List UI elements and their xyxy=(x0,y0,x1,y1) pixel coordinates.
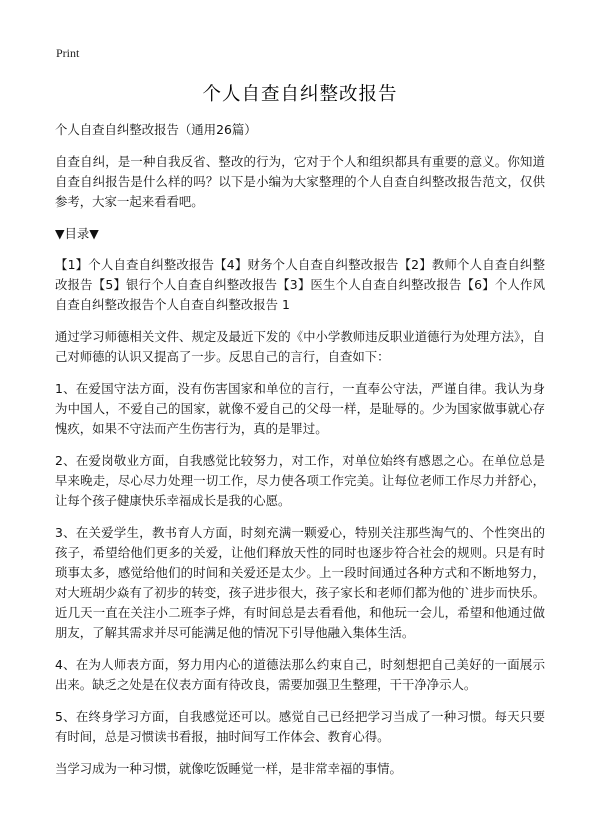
document-body xyxy=(55,120,545,791)
body-paragraph-3: 3、在关爱学生，教书育人方面，时刻充满一颗爱心，特别关注那些淘气的、个性突出的孩子，希望给他们更多的关爱，让他们释放天性的同时也逐步符合社会的规则。只是有时琐事太多，感觉给他们的时间和关爱还是太少。上一段时间通过各种方式和不断地努力，对大班胡少焱有了初步的转变，孩子进步很大，孩子家长和老师们都为他的`进步而快乐。近几天一直在关注小二班李子烨，有时间总是去看看他，和他玩一会儿，希望和他通过做朋友，了解其需求并尽可能满足他的情况下引导他融入集体生活。 xyxy=(55,525,545,640)
intro-paragraph: 自查自纠，是一种自我反省、整改的行为，它对于个人和组织都具有重要的意义。你知道自查自纠报告是什么样的吗？以下是小编为大家整理的个人自查自纠整改报告范文，仅供参考，大家一起来看看吧。 xyxy=(55,154,545,209)
print-label[interactable]: Print xyxy=(56,46,80,60)
body-paragraph-4: 4、在为人师表方面，努力用内心的道德法那么约束自己，时刻想把自己美好的一面展示出来。缺乏之处是在仪表方面有待改良，需要加强卫生整理，干干净净示人。 xyxy=(55,657,545,692)
body-paragraph-5: 5、在终身学习方面，自我感觉还可以。感觉自己已经把学习当成了一种习惯。每天只要有时间，总是习惯读书看报，抽时间写工作体会、教育心得。 xyxy=(55,709,545,744)
body-paragraph-closing: 当学习成为一种习惯，就像吃饭睡觉一样，是非常幸福的事情。 xyxy=(55,761,402,776)
body-paragraph-intro: 通过学习师德相关文件、规定及最近下发的《中小学教师违反职业道德行为处理方法》，自己对师德的认识又提高了一步。反思自己的言行，自查如下： xyxy=(55,329,545,364)
page-title: 个人自查自纠整改报告 xyxy=(202,84,398,105)
body-paragraph-2: 2、在爱岗敬业方面，自我感觉比较努力，对工作，对单位始终有感恩之心。在单位总是早来晚走，尽心尽力处理一切工作，尽力使各项工作完美。让每位老师工作尽力并舒心，让每个孩子健康快乐幸福成长是我的心愿。 xyxy=(55,453,545,508)
body-paragraph-1: 1、在爱国守法方面，没有伤害国家和单位的言行，一直奉公守法，严谨自律。我认为身为中国人，不爱自己的国家，就像不爱自己的父母一样，是耻辱的。少为国家做事就心存愧疚，如果不守法而产生伤害行为，真的是罪过。 xyxy=(55,381,545,436)
toc-heading: ▼目录▼ xyxy=(55,226,99,241)
document-subtitle: 个人自查自纠整改报告（通用26篇） xyxy=(55,122,257,137)
toc-links[interactable]: 【1】个人自查自纠整改报告【4】财务个人自查自纠整改报告【2】教师个人自查自纠整改报告【5】银行个人自查自纠整改报告【3】医生个人自查自纠整改报告【6】个人作风自查自纠整改报告个人自查自纠整改报告 1 xyxy=(55,257,545,312)
